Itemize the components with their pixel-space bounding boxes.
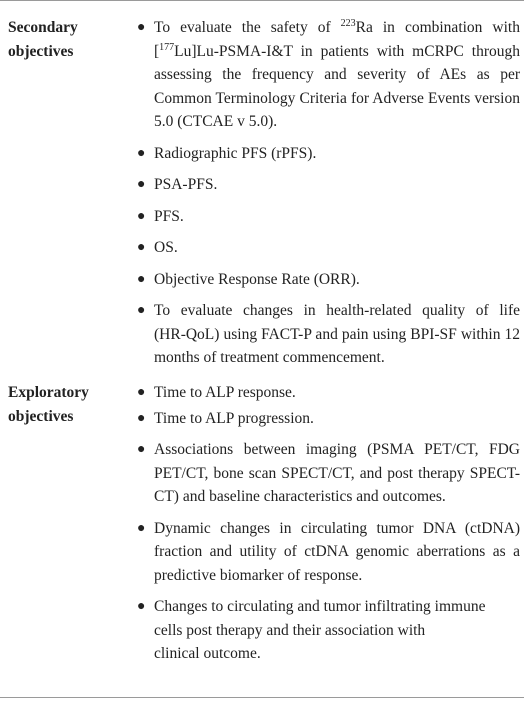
bullet-icon: ● [137, 520, 146, 536]
table-top-rule [0, 0, 524, 1]
list-item-line: Changes to circulating and tumor infiltrating immune [154, 598, 486, 615]
list-item [136, 16, 520, 134]
list-item-line: (HR-QoL) using FACT-P and pain using BPI-SF within 12 [154, 325, 520, 343]
objective-list [136, 16, 520, 378]
list-item-line: assessing the frequency and severity of AEs as per [154, 66, 520, 83]
section-label [8, 381, 128, 429]
table-bottom-rule [0, 697, 524, 698]
list-item [136, 407, 520, 431]
list-item-line: Radiographic PFS (rPFS). [154, 144, 317, 162]
list-item-line: [$^{177}$Lu]Lu-PSMA-I&T in patients with mCRPC through [154, 41, 520, 60]
bullet-icon: ● [137, 303, 146, 318]
list-item-line: fraction and utility of ctDNA genomic aberrations as a [154, 543, 520, 560]
list-item [136, 517, 520, 588]
list-item [136, 381, 520, 405]
list-item-line: Common Terminology Criteria for Adverse Events version [154, 89, 520, 107]
section-label-line: objectives [8, 408, 74, 425]
list-item-line: Objective Response Rate (ORR). [154, 270, 360, 288]
list-item [136, 595, 520, 666]
section-label-line: Exploratory [8, 384, 89, 401]
list-item-line: CT) and baseline characteristics and outcomes. [154, 488, 446, 505]
bullet-icon: ● [137, 410, 146, 426]
list-item [136, 173, 520, 197]
list-item-line: PSA-PFS. [154, 176, 218, 193]
bullet-icon: ● [137, 177, 146, 192]
list-item-line: PET/CT, bone scan SPECT/CT, and post therapy SPECT- [154, 464, 520, 482]
list-item-line: cells post therapy and their association with [154, 621, 426, 639]
list-item-line: 5.0 (CTCAE v 5.0). [154, 113, 278, 130]
list-item-line: Time to ALP response. [154, 384, 296, 401]
section-label-line: Secondary [8, 19, 78, 36]
list-item-line: months of treatment commencement. [154, 349, 385, 366]
list-item-line: To evaluate the safety of $^{223}$Ra in combination with [154, 18, 520, 36]
list-item [136, 299, 520, 370]
bullet-icon: ● [137, 599, 146, 614]
bullet-icon: ● [137, 442, 146, 457]
list-item-line: predictive biomarker of response. [154, 566, 363, 584]
list-item-line: Time to ALP progression. [154, 409, 314, 427]
list-item-line: Dynamic changes in circulating tumor DNA (ctDNA) [154, 519, 520, 537]
list-item-line: clinical outcome. [154, 645, 261, 662]
section-label [8, 16, 128, 64]
bullet-icon: ● [137, 145, 146, 161]
bullet-icon: ● [137, 385, 146, 400]
list-item [136, 236, 520, 260]
list-item-line: PFS. [154, 207, 184, 225]
list-item [136, 142, 520, 166]
list-item [136, 268, 520, 292]
list-item [136, 438, 520, 509]
list-item-line: OS. [154, 239, 178, 256]
bullet-icon: ● [137, 20, 146, 35]
bullet-icon: ● [137, 271, 146, 287]
list-item-line: To evaluate changes in health-related quality of life [154, 302, 520, 319]
objective-list [136, 381, 520, 674]
bullet-icon: ● [137, 240, 146, 255]
list-item [136, 205, 520, 229]
list-item-line: Associations between imaging (PSMA PET/CT, FDG [154, 441, 520, 458]
section-label-line: objectives [8, 43, 74, 60]
bullet-icon: ● [137, 208, 146, 224]
